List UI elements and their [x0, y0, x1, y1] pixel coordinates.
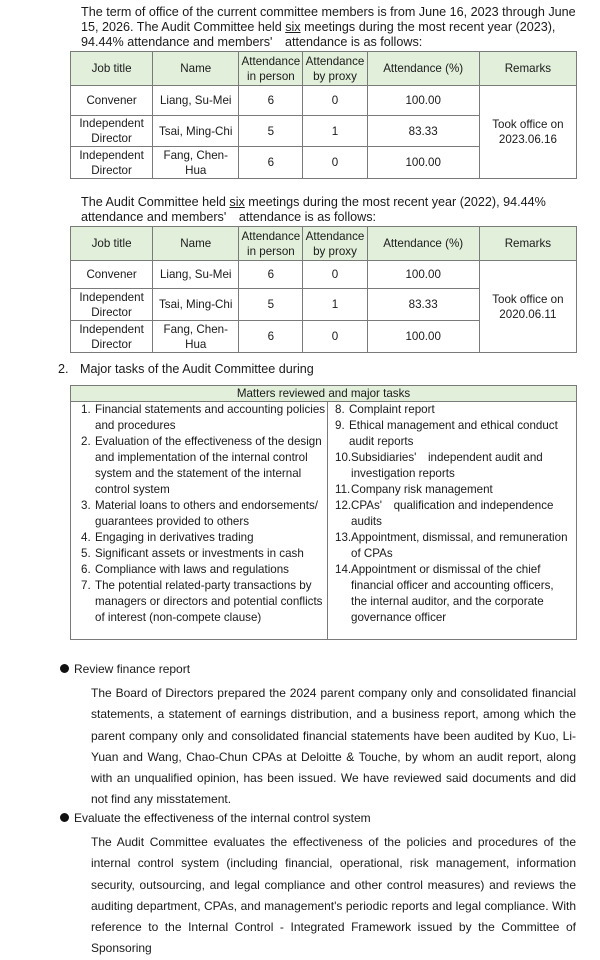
list-item [335, 402, 570, 418]
intro-text: The term of office of the current committee members is from June 16, 2023 through June 15, 2026. The Audit Committee held [81, 5, 576, 34]
attendance-table-2023 [70, 51, 577, 179]
bullet-icon [60, 664, 69, 673]
header-remarks: Remarks [479, 227, 576, 261]
item-number: 1. [81, 403, 91, 416]
cell-job: Independent Director [71, 147, 153, 179]
cell-proxy: 0 [303, 147, 367, 179]
intro-paragraph-2022 [81, 195, 586, 225]
bullet-icon [60, 813, 69, 822]
header-rate: Attendance (%) [367, 52, 479, 86]
item-number: 6. [81, 563, 91, 576]
tasks-left-column [81, 402, 326, 626]
tasks-table [70, 401, 577, 640]
cell-in-person: 6 [239, 261, 303, 289]
cell-in-person: 5 [239, 116, 303, 147]
cell-proxy: 1 [303, 289, 367, 321]
item-number: 14. [335, 563, 352, 576]
meeting-count: six [285, 20, 301, 34]
cell-rate: 100.00 [367, 261, 479, 289]
list-item [81, 578, 326, 626]
item-number: 5. [81, 547, 91, 560]
table-row [71, 86, 577, 116]
item-number: 4. [81, 531, 91, 544]
item-number: 11. [335, 483, 351, 496]
cell-name: Liang, Su-Mei [153, 261, 239, 289]
section-number: 2. [58, 362, 69, 376]
list-item [335, 562, 570, 626]
finance-report-paragraph: The Board of Directors prepared the 2024 parent company only and consolidated financial statements, a statement of earnings distribution, and a business report, among which the parent company only and consolidated financial statements have been audited by Kuo, Li-Yuan and Wang, Chao-Chun CPAs at Deloitte & Touche, by whom an audit report, along with an unqualified opinion, has been issued. We have reviewed said documents and did not find any misstatement. [91, 686, 576, 807]
table-row [71, 261, 577, 289]
cell-job: Independent Director [71, 289, 153, 321]
tasks-table-header: Matters reviewed and major tasks [70, 385, 577, 402]
header-remarks: Remarks [479, 52, 576, 86]
cell-remark: Took office on 2023.06.16 [479, 86, 576, 179]
heading-text: Evaluate the effectiveness of the internal control system [74, 811, 371, 825]
list-item [81, 530, 326, 546]
item-text: Significant assets or investments in cash [95, 547, 304, 560]
list-item [335, 530, 570, 562]
section-2-heading [58, 361, 314, 378]
cell-job: Convener [71, 86, 153, 116]
cell-remark: Took office on 2020.06.11 [479, 261, 576, 353]
item-text: Complaint report [349, 403, 435, 416]
item-number: 10. [335, 451, 352, 464]
cell-name: Tsai, Ming-Chi [153, 289, 239, 321]
item-text: Subsidiaries' independent audit and investigation reports [351, 451, 543, 480]
list-item [81, 498, 326, 530]
cell-proxy: 1 [303, 116, 367, 147]
header-in-person: Attendance in person [239, 227, 303, 261]
item-text: Evaluation of the effectiveness of the design and implementation of the internal control system and the statement of the internal control system [95, 435, 322, 496]
section-title: Major tasks of the Audit Committee during [80, 362, 314, 376]
cell-in-person: 5 [239, 289, 303, 321]
cell-job: Independent Director [71, 116, 153, 147]
cell-in-person: 6 [239, 147, 303, 179]
item-text: Company risk management [351, 483, 493, 496]
item-number: 13. [335, 531, 352, 544]
cell-rate: 100.00 [367, 321, 479, 353]
list-item [335, 482, 570, 498]
cell-job: Convener [71, 261, 153, 289]
item-text: Material loans to others and endorsements/ guarantees provided to others [95, 499, 318, 528]
cell-name: Liang, Su-Mei [153, 86, 239, 116]
cell-in-person: 6 [239, 86, 303, 116]
cell-rate: 83.33 [367, 289, 479, 321]
item-text: CPAs' qualification and independence audits [351, 499, 554, 528]
header-in-person: Attendance in person [239, 52, 303, 86]
internal-control-heading [60, 810, 371, 826]
header-job-title: Job title [71, 227, 153, 261]
list-item [335, 450, 570, 482]
attendance-table-2022 [70, 226, 577, 353]
item-number: 9. [335, 419, 345, 432]
list-item [81, 434, 326, 498]
list-item [81, 546, 326, 562]
internal-control-paragraph: The Audit Committee evaluates the effectiveness of the policies and procedures of the internal control system (including financial, operational, risk management, information security, outsourcing, and legal compliance and other control measures) and reviews the auditing department, CPAs, and management's periodic reports and legal compliance. With reference to the Internal Control - Integrated Framework issued by the Committee of Sponsoring [91, 835, 576, 956]
list-item [81, 562, 326, 578]
heading-text: Review finance report [74, 662, 191, 676]
intro-text: The Audit Committee held [81, 195, 230, 209]
list-item [81, 402, 326, 434]
item-text: Financial statements and accounting policies and procedures [95, 403, 326, 432]
intro-text: meetings during the most recent year (2022), 94.44% attendance and members' attendance is as follows: [81, 195, 546, 224]
item-number: 8. [335, 403, 345, 416]
item-text: Ethical management and ethical conduct audit reports [349, 419, 558, 448]
cell-proxy: 0 [303, 261, 367, 289]
finance-report-heading [60, 661, 190, 677]
item-number: 3. [81, 499, 91, 512]
item-text: Appointment or dismissal of the chief financial officer and accounting officers, the internal auditor, and the corporate governance officer [351, 563, 554, 624]
header-name: Name [153, 227, 239, 261]
cell-job: Independent Director [71, 321, 153, 353]
intro-paragraph-2023 [81, 5, 586, 50]
item-text: The potential related-party transactions by managers or directors and potential conflicts of interest (non-compete clause) [95, 579, 323, 624]
header-name: Name [153, 52, 239, 86]
header-proxy: Attendance by proxy [303, 52, 367, 86]
list-item [335, 418, 570, 450]
cell-in-person: 6 [239, 321, 303, 353]
intro-text: meetings during the most recent year (2023), 94.44% attendance and members' attendance is as follows: [81, 20, 556, 49]
header-rate: Attendance (%) [367, 227, 479, 261]
cell-rate: 100.00 [367, 86, 479, 116]
item-text: Appointment, dismissal, and remuneration of CPAs [351, 531, 568, 560]
item-number: 7. [81, 579, 91, 592]
cell-name: Fang, Chen-Hua [153, 321, 239, 353]
item-text: Engaging in derivatives trading [95, 531, 254, 544]
item-number: 2. [81, 435, 91, 448]
meeting-count: six [229, 195, 245, 209]
cell-rate: 100.00 [367, 147, 479, 179]
header-job-title: Job title [71, 52, 153, 86]
cell-name: Tsai, Ming-Chi [153, 116, 239, 147]
cell-rate: 83.33 [367, 116, 479, 147]
tasks-right-column [335, 402, 570, 626]
cell-proxy: 0 [303, 86, 367, 116]
item-number: 12. [335, 499, 352, 512]
cell-name: Fang, Chen-Hua [153, 147, 239, 179]
list-item [335, 498, 570, 530]
column-divider [327, 401, 328, 639]
item-text: Compliance with laws and regulations [95, 563, 289, 576]
header-proxy: Attendance by proxy [303, 227, 367, 261]
cell-proxy: 0 [303, 321, 367, 353]
